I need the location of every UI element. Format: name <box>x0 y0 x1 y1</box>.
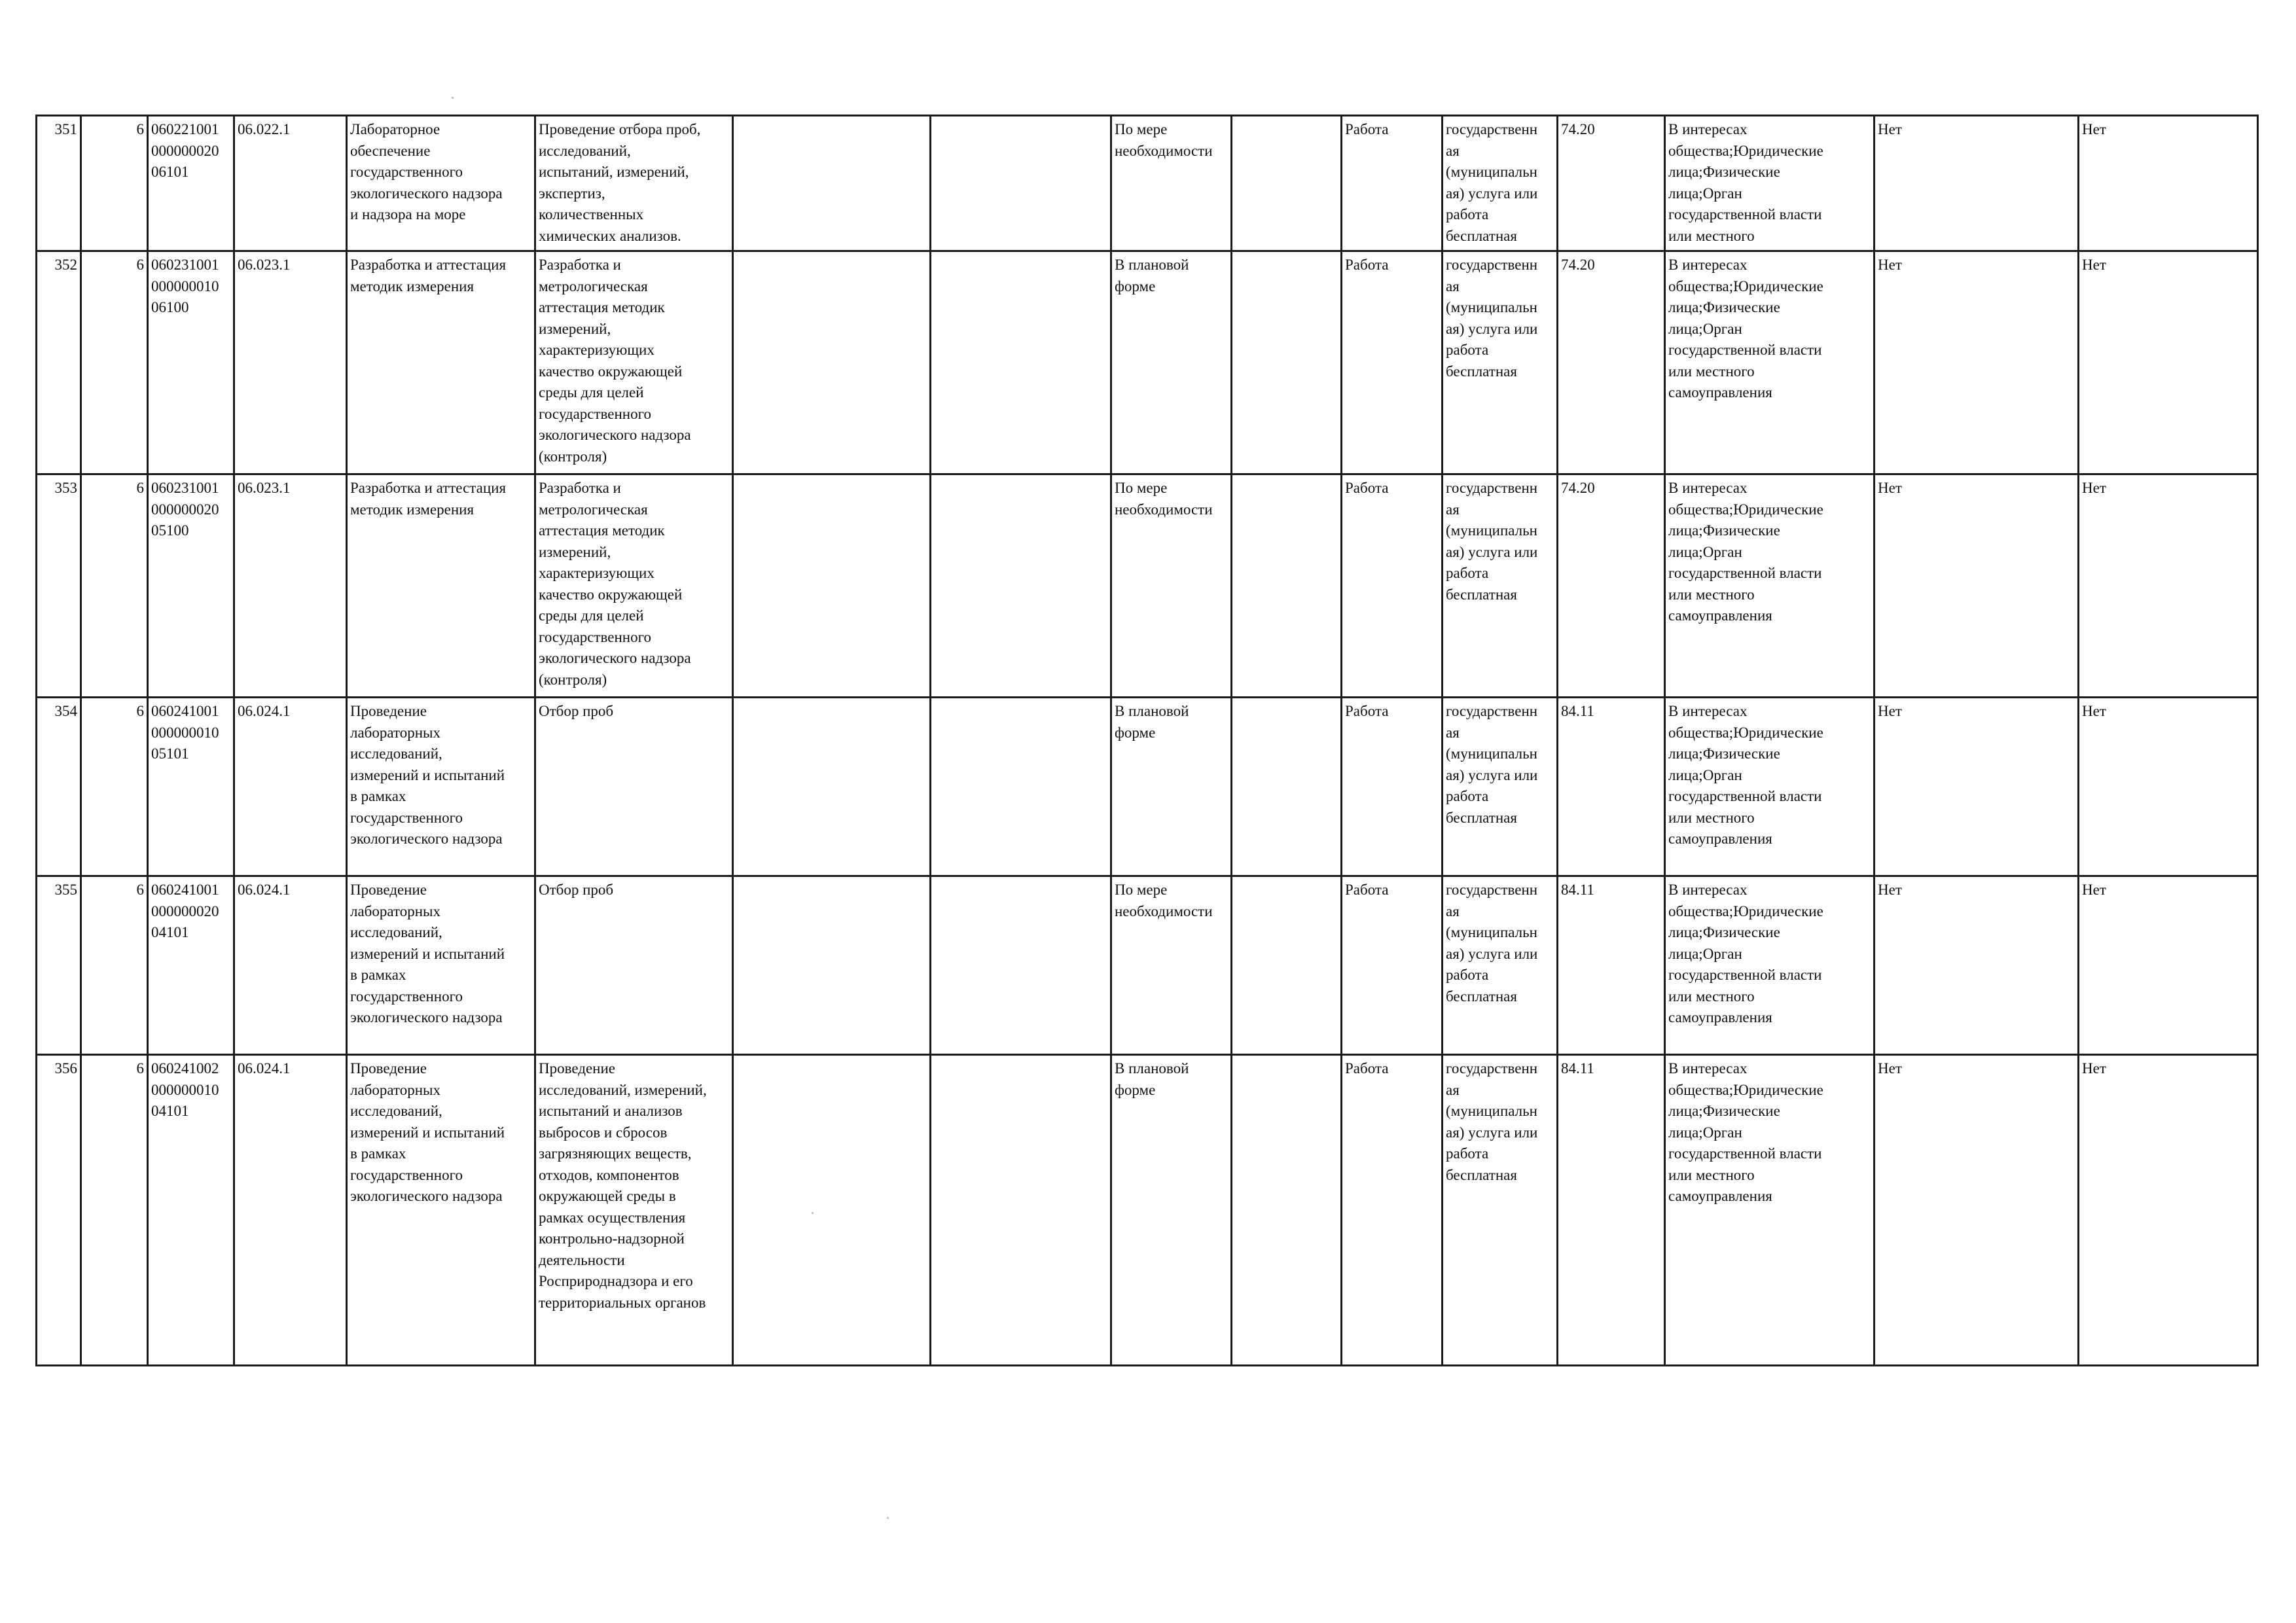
service-name-cell: Проведение лабораторных исследований, измерений и испытаний в рамках государственного экологического надзора <box>347 698 535 876</box>
row-number-cell: 353 <box>37 474 81 698</box>
code-cell: 060221001 000000020 06101 <box>148 116 234 251</box>
empty-cell <box>1232 251 1342 474</box>
consumers-cell: В интересах общества;Юридические лица;Физические лица;Орган государственной власти или местного самоуправления <box>1665 251 1874 474</box>
work-content-cell: Проведение отбора проб, исследований, испытаний, измерений, экспертиз, количественных химических анализов. <box>535 116 733 251</box>
consumers-cell: В интересах общества;Юридические лица;Физические лица;Орган государственной власти или местного самоуправления <box>1665 1055 1874 1366</box>
classifier-cell: 06.023.1 <box>234 474 347 698</box>
payment-cell: государственн ая (муниципальн ая) услуга или работа бесплатная <box>1443 116 1558 251</box>
row-number-cell: 355 <box>37 876 81 1055</box>
empty-cell <box>931 698 1111 876</box>
registry-table <box>35 115 2259 1366</box>
level-cell: 6 <box>81 251 148 474</box>
payment-cell: государственн ая (муниципальн ая) услуга или работа бесплатная <box>1443 876 1558 1055</box>
scan-speck <box>887 1517 889 1519</box>
empty-cell <box>1232 698 1342 876</box>
code-cell: 060231001 000000020 05100 <box>148 474 234 698</box>
flag-cell: Нет <box>2079 251 2258 474</box>
classifier-cell: 06.024.1 <box>234 876 347 1055</box>
flag-cell: Нет <box>2079 474 2258 698</box>
type-cell: Работа <box>1342 876 1443 1055</box>
flag-cell: Нет <box>1874 1055 2079 1366</box>
table-row <box>37 876 2258 1055</box>
classifier-cell: 06.024.1 <box>234 1055 347 1366</box>
empty-cell <box>733 251 931 474</box>
scan-speck <box>452 97 454 99</box>
classifier-cell: 06.024.1 <box>234 698 347 876</box>
type-cell: Работа <box>1342 1055 1443 1366</box>
level-cell: 6 <box>81 474 148 698</box>
code-cell: 060241002 000000010 04101 <box>148 1055 234 1366</box>
consumers-cell: В интересах общества;Юридические лица;Физические лица;Орган государственной власти или местного <box>1665 116 1874 251</box>
row-number-cell: 354 <box>37 698 81 876</box>
work-content-cell: Разработка и метрологическая аттестация методик измерений, характеризующих качество окружающей среды для целей государственного экологического надзора (контроля) <box>535 474 733 698</box>
type-cell: Работа <box>1342 474 1443 698</box>
periodicity-cell: В плановой форме <box>1111 1055 1232 1366</box>
periodicity-cell: В плановой форме <box>1111 698 1232 876</box>
flag-cell: Нет <box>2079 698 2258 876</box>
periodicity-cell: По мере необходимости <box>1111 474 1232 698</box>
row-number-cell: 356 <box>37 1055 81 1366</box>
type-cell: Работа <box>1342 698 1443 876</box>
payment-cell: государственн ая (муниципальн ая) услуга или работа бесплатная <box>1443 251 1558 474</box>
okved-cell: 84.11 <box>1558 698 1665 876</box>
code-cell: 060241001 000000020 04101 <box>148 876 234 1055</box>
empty-cell <box>733 1055 931 1366</box>
flag-cell: Нет <box>1874 116 2079 251</box>
periodicity-cell: По мере необходимости <box>1111 876 1232 1055</box>
periodicity-cell: По мере необходимости <box>1111 116 1232 251</box>
empty-cell <box>931 1055 1111 1366</box>
consumers-cell: В интересах общества;Юридические лица;Физические лица;Орган государственной власти или местного самоуправления <box>1665 474 1874 698</box>
payment-cell: государственн ая (муниципальн ая) услуга или работа бесплатная <box>1443 1055 1558 1366</box>
work-content-cell: Проведение исследований, измерений, испытаний и анализов выбросов и сбросов загрязняющих веществ, отходов, компонентов окружающей среды в рамках осуществления контрольно-надзорной деятельности Росприроднадзора и его территориальных органов <box>535 1055 733 1366</box>
work-content-cell: Разработка и метрологическая аттестация методик измерений, характеризующих качество окружающей среды для целей государственного экологического надзора (контроля) <box>535 251 733 474</box>
table-row <box>37 474 2258 698</box>
classifier-cell: 06.022.1 <box>234 116 347 251</box>
level-cell: 6 <box>81 876 148 1055</box>
classifier-cell: 06.023.1 <box>234 251 347 474</box>
empty-cell <box>733 876 931 1055</box>
flag-cell: Нет <box>2079 116 2258 251</box>
empty-cell <box>1232 116 1342 251</box>
flag-cell: Нет <box>2079 876 2258 1055</box>
empty-cell <box>1232 876 1342 1055</box>
empty-cell <box>931 474 1111 698</box>
work-content-cell: Отбор проб <box>535 698 733 876</box>
okved-cell: 84.11 <box>1558 876 1665 1055</box>
type-cell: Работа <box>1342 251 1443 474</box>
okved-cell: 74.20 <box>1558 116 1665 251</box>
flag-cell: Нет <box>1874 698 2079 876</box>
service-name-cell: Проведение лабораторных исследований, измерений и испытаний в рамках государственного экологического надзора <box>347 1055 535 1366</box>
consumers-cell: В интересах общества;Юридические лица;Физические лица;Орган государственной власти или местного самоуправления <box>1665 698 1874 876</box>
table-row <box>37 1055 2258 1366</box>
flag-cell: Нет <box>1874 876 2079 1055</box>
empty-cell <box>1232 1055 1342 1366</box>
okved-cell: 74.20 <box>1558 474 1665 698</box>
row-number-cell: 351 <box>37 116 81 251</box>
empty-cell <box>931 251 1111 474</box>
service-name-cell: Разработка и аттестация методик измерения <box>347 474 535 698</box>
type-cell: Работа <box>1342 116 1443 251</box>
table-row <box>37 698 2258 876</box>
code-cell: 060231001 000000010 06100 <box>148 251 234 474</box>
flag-cell: Нет <box>1874 474 2079 698</box>
service-name-cell: Разработка и аттестация методик измерения <box>347 251 535 474</box>
level-cell: 6 <box>81 698 148 876</box>
payment-cell: государственн ая (муниципальн ая) услуга или работа бесплатная <box>1443 698 1558 876</box>
empty-cell <box>733 474 931 698</box>
okved-cell: 74.20 <box>1558 251 1665 474</box>
level-cell: 6 <box>81 1055 148 1366</box>
level-cell: 6 <box>81 116 148 251</box>
okved-cell: 84.11 <box>1558 1055 1665 1366</box>
periodicity-cell: В плановой форме <box>1111 251 1232 474</box>
empty-cell <box>1232 474 1342 698</box>
service-name-cell: Проведение лабораторных исследований, измерений и испытаний в рамках государственного экологического надзора <box>347 876 535 1055</box>
empty-cell <box>931 116 1111 251</box>
work-content-cell: Отбор проб <box>535 876 733 1055</box>
empty-cell <box>733 116 931 251</box>
flag-cell: Нет <box>1874 251 2079 474</box>
flag-cell: Нет <box>2079 1055 2258 1366</box>
code-cell: 060241001 000000010 05101 <box>148 698 234 876</box>
service-name-cell: Лабораторное обеспечение государственного экологического надзора и надзора на море <box>347 116 535 251</box>
table-row <box>37 116 2258 251</box>
empty-cell <box>733 698 931 876</box>
payment-cell: государственн ая (муниципальн ая) услуга или работа бесплатная <box>1443 474 1558 698</box>
table-row <box>37 251 2258 474</box>
consumers-cell: В интересах общества;Юридические лица;Физические лица;Орган государственной власти или местного самоуправления <box>1665 876 1874 1055</box>
row-number-cell: 352 <box>37 251 81 474</box>
empty-cell <box>931 876 1111 1055</box>
